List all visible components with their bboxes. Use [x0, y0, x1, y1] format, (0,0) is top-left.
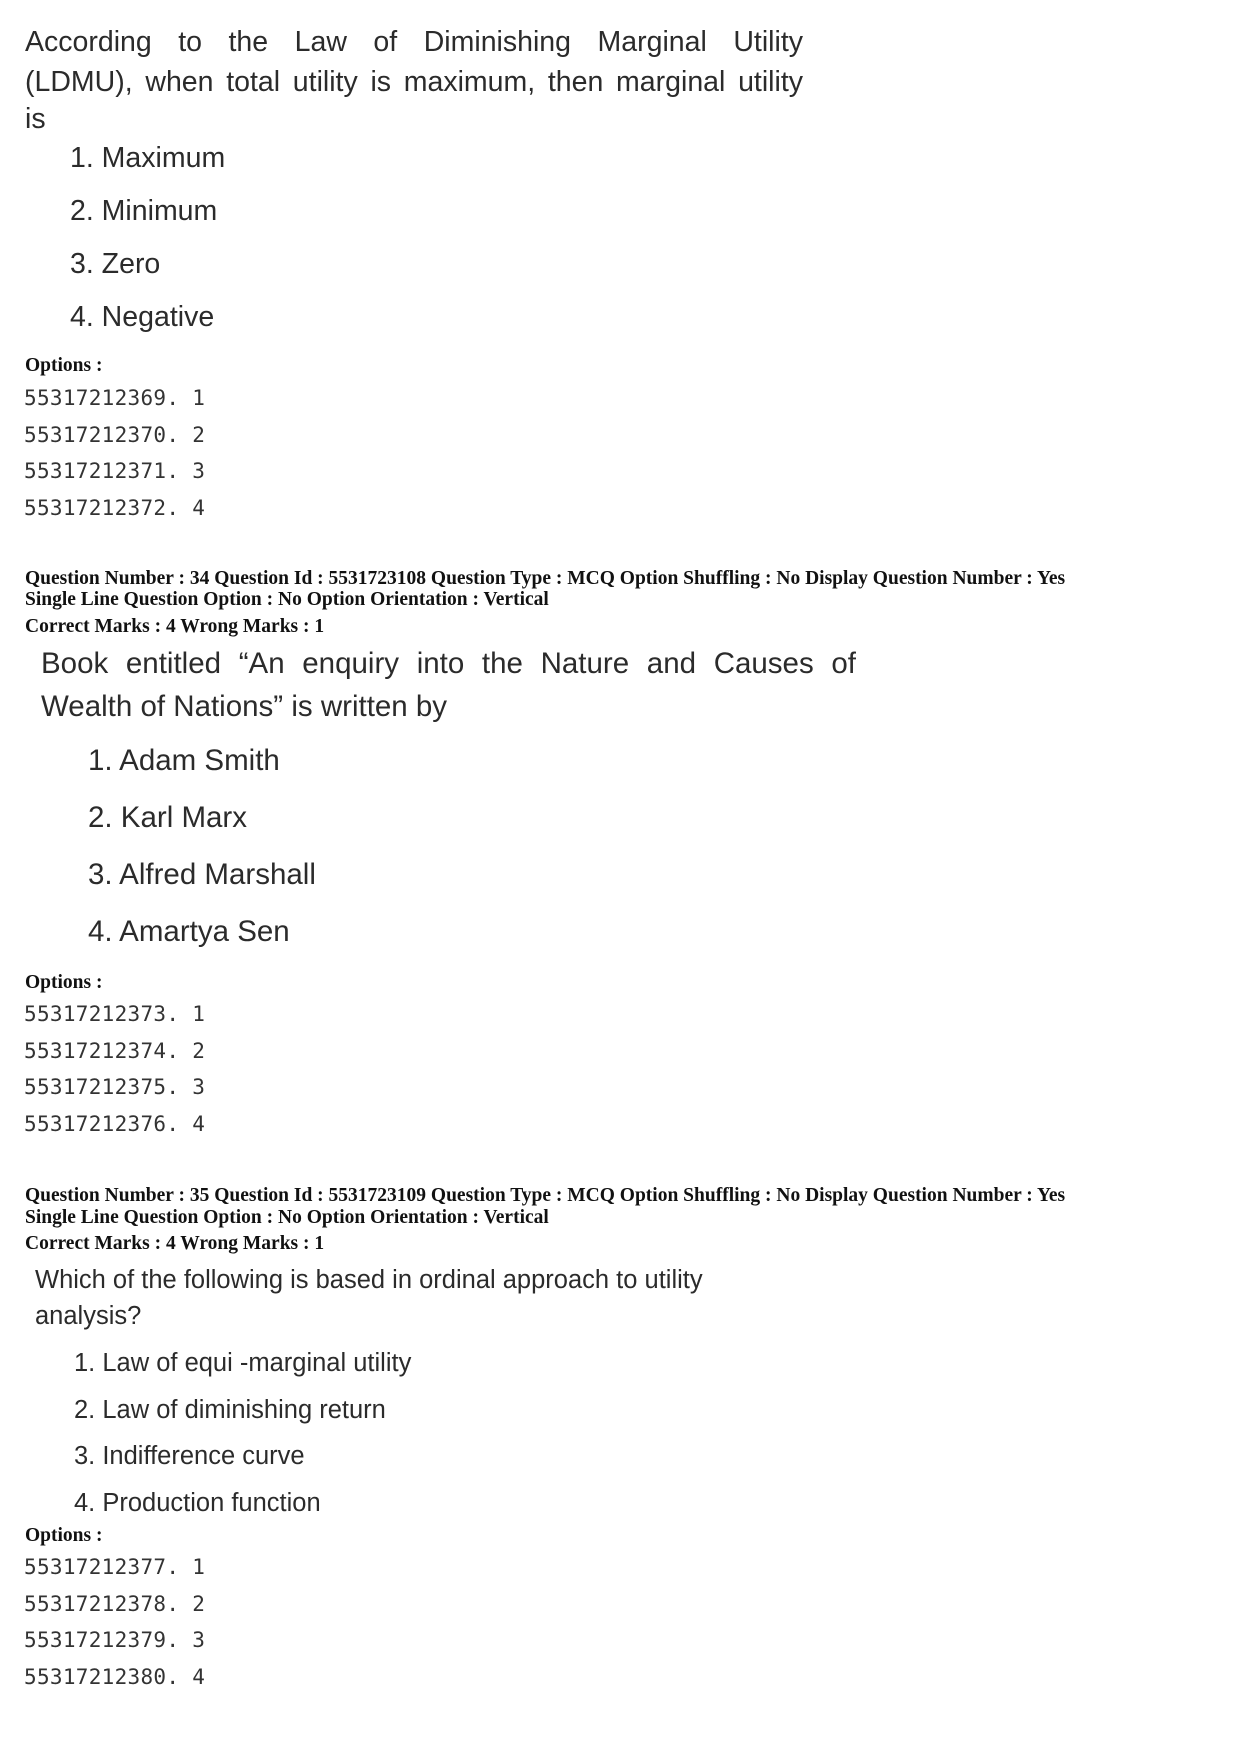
option-id: 55317212373. 1: [24, 1002, 206, 1026]
question-header: Single Line Question Option : No Option Orientation : Vertical: [25, 1207, 549, 1228]
option-id: 55317212376. 4: [24, 1112, 206, 1137]
option-id: 55317212375. 3: [24, 1075, 206, 1100]
option-id: 55317212377. 1: [24, 1555, 206, 1579]
options-heading: Options :: [25, 355, 103, 376]
options-heading: Options :: [25, 972, 103, 993]
choice-item: 3. Zero: [70, 248, 161, 280]
stem-line: Book entitled “An enquiry into the Nature and Causes of: [41, 647, 856, 680]
option-id-list: [24, 380, 205, 527]
choice-item: 2. Karl Marx: [88, 801, 248, 834]
question-marks: Correct Marks : 4 Wrong Marks : 1: [25, 1233, 325, 1254]
stem-line: Wealth of Nations” is written by: [41, 690, 448, 723]
choice-item: 1. Maximum: [70, 142, 226, 174]
options-heading: Options :: [25, 1525, 103, 1546]
option-id: 55317212371. 3: [24, 459, 206, 484]
choice-item: 3. Alfred Marshall: [88, 858, 316, 891]
choice-list: [88, 740, 316, 968]
option-id-list: [24, 1549, 205, 1696]
question-stem: [35, 1262, 703, 1334]
option-id: 55317212372. 4: [24, 496, 206, 521]
choice-item: 4. Amartya Sen: [88, 915, 290, 948]
option-id: 55317212369. 1: [24, 386, 206, 410]
stem-line: According to the Law of Diminishing Marginal Utility: [25, 26, 803, 58]
question-stem: [41, 642, 856, 728]
choice-item: 2. Law of diminishing return: [74, 1395, 386, 1424]
question-header: Single Line Question Option : No Option Orientation : Vertical: [25, 589, 549, 610]
option-id: 55317212380. 4: [24, 1665, 206, 1690]
choice-item: 2. Minimum: [70, 195, 218, 227]
stem-line: is: [25, 103, 46, 135]
choice-item: 1. Adam Smith: [88, 744, 280, 777]
choice-list: [70, 138, 225, 350]
option-id: 55317212379. 3: [24, 1628, 206, 1653]
question-header: Question Number : 34 Question Id : 5531723108 Question Type : MCQ Option Shuffling : No Display Question Number : Yes: [25, 568, 1066, 589]
option-id-list: [24, 996, 205, 1143]
question-stem: [25, 22, 803, 136]
choice-item: 4. Negative: [70, 301, 215, 333]
stem-line: analysis?: [35, 1302, 142, 1330]
option-id: 55317212374. 2: [24, 1038, 206, 1063]
choice-item: 3. Indifference curve: [74, 1442, 305, 1470]
option-id: 55317212378. 2: [24, 1591, 206, 1616]
choice-item: 4. Production function: [74, 1488, 321, 1517]
choice-list: [74, 1345, 411, 1531]
option-id: 55317212370. 2: [24, 422, 206, 447]
stem-line: (LDMU), when total utility is maximum, then marginal utility: [25, 66, 803, 98]
question-header: Question Number : 35 Question Id : 5531723109 Question Type : MCQ Option Shuffling : No Display Question Number : Yes: [25, 1185, 1066, 1206]
stem-line: Which of the following is based in ordinal approach to utility: [35, 1266, 703, 1294]
question-marks: Correct Marks : 4 Wrong Marks : 1: [25, 616, 325, 637]
choice-item: 1. Law of equi -marginal utility: [74, 1349, 412, 1377]
